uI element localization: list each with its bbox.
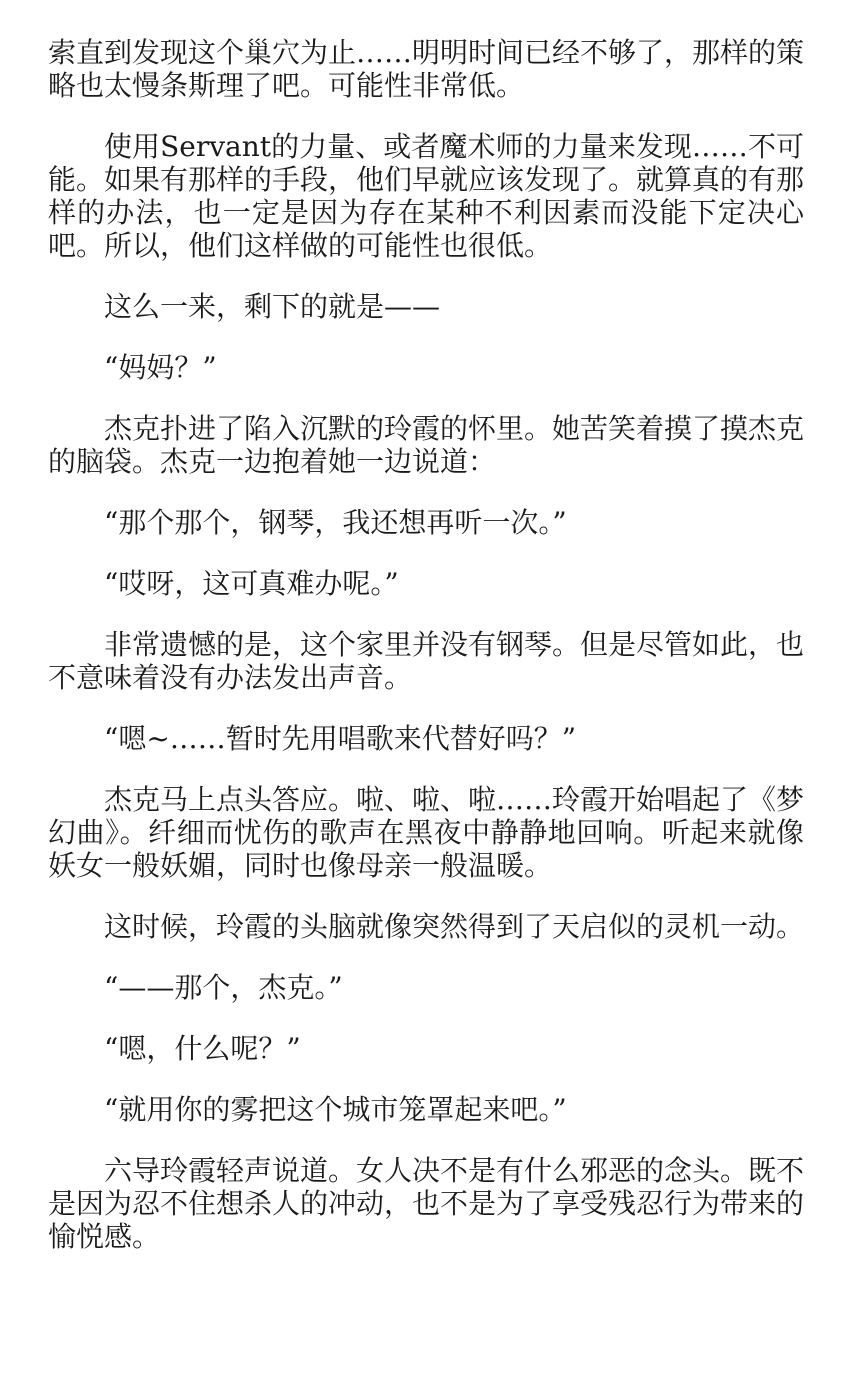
paragraph: 这么一来，剩下的就是——	[104, 290, 441, 323]
paragraph: 这时候，玲霞的头脑就像突然得到了天启似的灵机一动。	[104, 910, 805, 943]
paragraph: “就用你的雾把这个城市笼罩起来吧。”	[104, 1093, 567, 1126]
paragraph: “嗯，什么呢？”	[104, 1032, 301, 1065]
paragraph: “妈妈？”	[104, 351, 217, 384]
paragraph: 非常遗憾的是，这个家里并没有钢琴。但是尽管如此，也不意味着没有办法发出声音。	[48, 628, 805, 694]
paragraph: 六导玲霞轻声说道。女人决不是有什么邪恶的念头。既不是因为忍不住想杀人的冲动，也不是为了享受残忍行为带来的愉悦感。	[48, 1154, 805, 1253]
paragraph: 使用Servant的力量、或者魔术师的力量来发现……不可能。如果有那样的手段，他们早就应该发现了。就算真的有那样的办法，也一定是因为存在某种不利因素而没能下定决心吧。所以，他们这样做的可能性也很低。	[48, 130, 805, 262]
paragraph: “那个那个，钢琴，我还想再听一次。”	[104, 506, 567, 539]
paragraph: 杰克扑进了陷入沉默的玲霞的怀里。她苦笑着摸了摸杰克的脑袋。杰克一边抱着她一边说道：	[48, 412, 805, 478]
document-page	[48, 36, 804, 1281]
paragraph: “——那个，杰克。”	[104, 971, 343, 1004]
paragraph: 索直到发现这个巢穴为止……明明时间已经不够了，那样的策略也太慢条斯理了吧。可能性非常低。	[48, 36, 805, 102]
paragraph: 杰克马上点头答应。啦、啦、啦……玲霞开始唱起了《梦幻曲》。纤细而忧伤的歌声在黑夜中静静地回响。听起来就像妖女一般妖媚，同时也像母亲一般温暖。	[48, 783, 805, 882]
paragraph: “嗯~……暂时先用唱歌来代替好吗？”	[104, 722, 577, 755]
paragraph: “哎呀，这可真难办呢。”	[104, 567, 399, 600]
